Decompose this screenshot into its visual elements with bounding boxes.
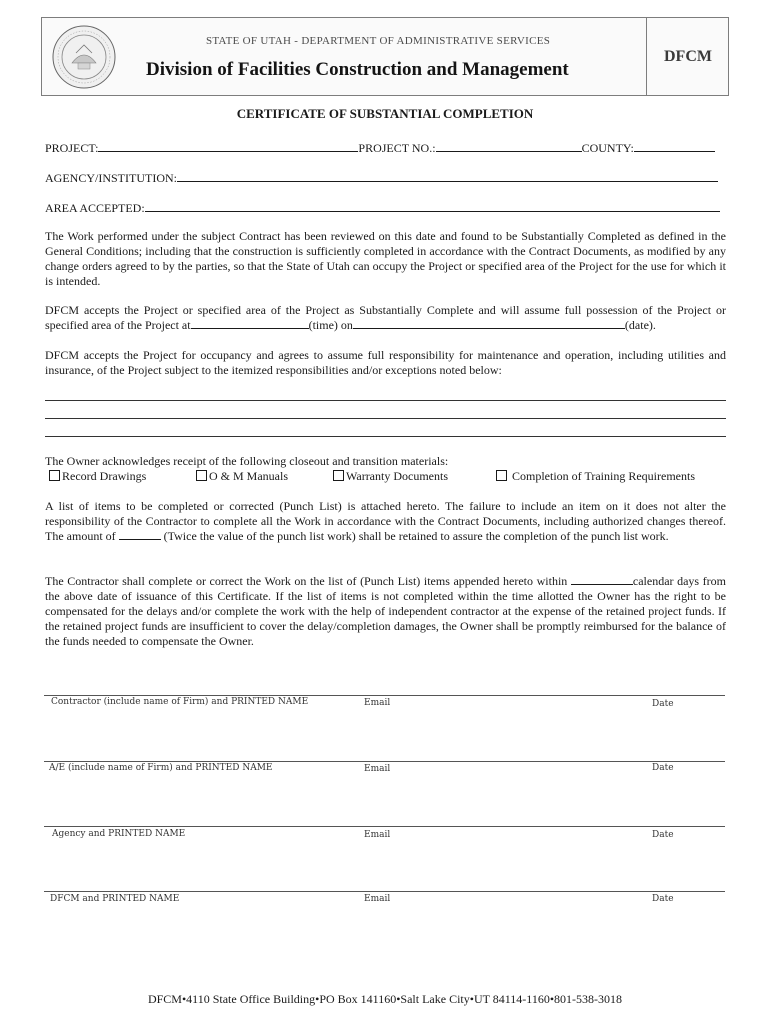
signature-line-agency[interactable] bbox=[44, 826, 725, 827]
ae-email-label: Email bbox=[364, 764, 391, 774]
agency-email-label: Email bbox=[364, 830, 391, 840]
letterhead bbox=[41, 17, 729, 96]
dfcm-date-label: Date bbox=[652, 894, 674, 904]
review-paragraph: The Work performed under the subject Contract has been reviewed on this date and found to be Substantially Completed as defined in the General Conditions; including that the construction is sufficiently completed in accordance with the Contract Documents, as modified by any change orders agreed to by the parties, so that the State of Utah can occupy the Project or specified area of the Project for the use for which it is intended. bbox=[45, 229, 726, 288]
acceptance-paragraph bbox=[45, 303, 726, 333]
signature-line-dfcm[interactable] bbox=[44, 891, 725, 892]
om-manuals-label: O & M Manuals bbox=[209, 469, 288, 483]
agency-date-label: Date bbox=[652, 830, 674, 840]
punch-list-text: A list of items to be completed or corrected (Punch List) is attached hereto. The failure to include an item on it does not alter the responsibility of the Contractor to complete all the Work in accordance with the Contract Documents, including authorized changes thereof. The amount of bbox=[45, 499, 726, 543]
ae-date-label: Date bbox=[652, 763, 674, 773]
calendar-days-field[interactable] bbox=[571, 574, 633, 585]
occupancy-paragraph: DFCM accepts the Project for occupancy and agrees to assume full responsibility for maintenance and operation, including utilities and insurance, of the Project subject to the itemized responsibilities and/or exceptions noted below: bbox=[45, 348, 726, 377]
division-title: Division of Facilities Construction and Management bbox=[146, 59, 569, 80]
completion-paragraph bbox=[45, 574, 726, 649]
project-no-label: PROJECT NO.: bbox=[358, 141, 436, 155]
record-drawings-label: Record Drawings bbox=[62, 469, 147, 483]
project-no-field[interactable] bbox=[436, 141, 582, 152]
area-field[interactable] bbox=[145, 201, 720, 212]
checkbox-om-manuals-row bbox=[196, 469, 288, 484]
dfcm-name-label: DFCM and PRINTED NAME bbox=[50, 894, 180, 904]
agency-field[interactable] bbox=[177, 171, 718, 182]
owner-acknowledgement: The Owner acknowledges receipt of the following closeout and transition materials: bbox=[45, 454, 449, 468]
exceptions-line-1[interactable] bbox=[45, 400, 726, 401]
area-row bbox=[45, 201, 720, 216]
om-manuals-checkbox[interactable] bbox=[196, 470, 207, 481]
time-label: (time) on bbox=[308, 318, 353, 332]
agency-row bbox=[45, 171, 718, 186]
exceptions-line-2[interactable] bbox=[45, 418, 726, 419]
date-field[interactable] bbox=[353, 318, 625, 329]
record-drawings-checkbox[interactable] bbox=[49, 470, 60, 481]
certificate-title: CERTIFICATE OF SUBSTANTIAL COMPLETION bbox=[236, 106, 534, 121]
completion-text: The Contractor shall complete or correct the Work on the list of (Punch List) items appended hereto within bbox=[45, 574, 568, 588]
county-field[interactable] bbox=[634, 141, 715, 152]
project-label: PROJECT: bbox=[45, 141, 99, 155]
checkbox-warranty-row bbox=[333, 469, 448, 484]
time-field[interactable] bbox=[191, 318, 309, 329]
ae-name-label: A/E (include name of Firm) and PRINTED NAME bbox=[49, 763, 273, 773]
footer-address: DFCM•4110 State Office Building•PO Box 141160•Salt Lake City•UT 84114-1160•801-538-3018 bbox=[147, 992, 623, 1006]
signature-line-contractor[interactable] bbox=[44, 695, 725, 696]
training-requirements-checkbox[interactable] bbox=[496, 470, 507, 481]
warranty-documents-checkbox[interactable] bbox=[333, 470, 344, 481]
acceptance-text: DFCM accepts the Project or specified area of the Project as Substantially Complete and will assume full possession of the Project or specified area of the Project at bbox=[45, 303, 726, 332]
contractor-email-label: Email bbox=[364, 698, 391, 708]
training-requirements-label: Completion of Training Requirements bbox=[512, 469, 695, 483]
project-row bbox=[45, 141, 715, 156]
signature-line-ae[interactable] bbox=[44, 761, 725, 762]
area-label: AREA ACCEPTED: bbox=[45, 201, 145, 215]
punch-list-paragraph bbox=[45, 499, 726, 544]
project-field[interactable] bbox=[98, 141, 358, 152]
checkbox-record-drawings-row bbox=[49, 469, 146, 484]
punch-list-text-2: (Twice the value of the punch list work) shall be retained to assure the completion of the punch list work. bbox=[163, 529, 669, 543]
state-seal-icon bbox=[52, 25, 116, 89]
agency-name-label: Agency and PRINTED NAME bbox=[52, 829, 186, 839]
dfcm-code-box bbox=[646, 17, 731, 96]
dfcm-code: DFCM bbox=[664, 48, 712, 65]
contractor-name-label: Contractor (include name of Firm) and PRINTED NAME bbox=[51, 697, 309, 707]
warranty-documents-label: Warranty Documents bbox=[346, 469, 448, 483]
dfcm-email-label: Email bbox=[364, 894, 391, 904]
checkbox-training-row bbox=[496, 469, 695, 484]
agency-label: AGENCY/INSTITUTION: bbox=[45, 171, 177, 185]
county-label: COUNTY: bbox=[581, 141, 634, 155]
department-line: STATE OF UTAH - DEPARTMENT OF ADMINISTRATIVE SERVICES bbox=[206, 35, 551, 47]
contractor-date-label: Date bbox=[652, 699, 674, 709]
exceptions-line-3[interactable] bbox=[45, 436, 726, 437]
date-label: (date). bbox=[624, 318, 656, 332]
completion-text-2: calendar days from the above date of issuance of this Certificate. If the list of items is not completed within the time allotted the Owner has the right to be compensated for the delays and/or complete the work with the help of independent contractor at the expense of the retained project funds. If the retained project funds are insufficient to cover the delay/completion damages, the Owner shall be promptly reimbursed for the balance of the funds needed to compensate the Owner. bbox=[45, 574, 727, 648]
retained-amount-field[interactable] bbox=[119, 529, 161, 540]
